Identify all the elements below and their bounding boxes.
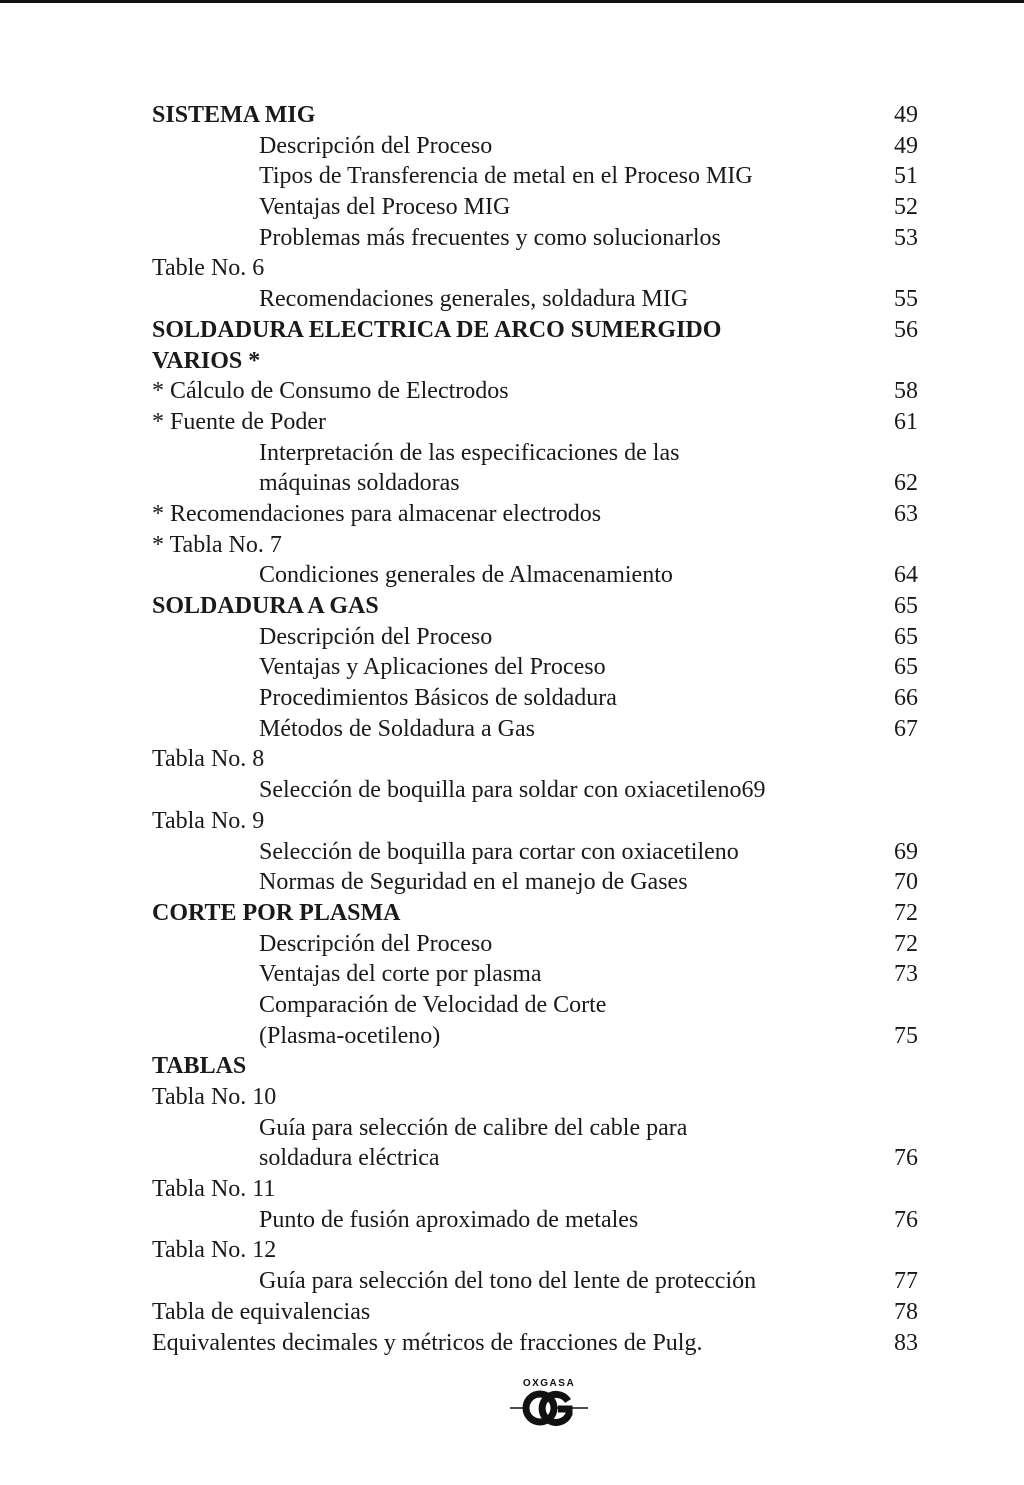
toc-entry-title: Equivalentes decimales y métricos de fracciones de Pulg. — [152, 1329, 703, 1356]
toc-entry-title: Selección de boquilla para soldar con oxiacetileno69 — [259, 777, 766, 804]
toc-entry-title: Comparación de Velocidad de Corte — [259, 991, 607, 1018]
toc-entry — [152, 1143, 918, 1174]
toc-entry-title: Descripción del Proceso — [259, 623, 493, 650]
toc-page-number: 72 — [894, 899, 918, 926]
toc-entry-title: SOLDADURA ELECTRICA DE ARCO SUMERGIDO — [152, 316, 722, 343]
toc-entry-title: Guía para selección del tono del lente de protección — [259, 1268, 757, 1295]
toc-section-heading — [152, 898, 918, 929]
toc-entry — [152, 744, 918, 775]
toc-entry-title: Table No. 6 — [152, 255, 265, 282]
toc-page-number: 56 — [894, 316, 918, 343]
toc-page-number: 51 — [894, 163, 918, 190]
brand-logo — [510, 1378, 588, 1428]
toc-entry-title: VARIOS * — [152, 347, 261, 374]
toc-page-number: 75 — [894, 1022, 918, 1049]
toc-entry-title: Interpretación de las especificaciones de las — [259, 439, 680, 466]
toc-page-number: 69 — [894, 838, 918, 865]
toc-section-heading — [152, 315, 918, 346]
toc-entry — [152, 1205, 918, 1236]
toc-page-number: 65 — [894, 593, 918, 619]
toc-entry-title: Condiciones generales de Almacenamiento — [259, 562, 673, 589]
toc-entry-title: SISTEMA MIG — [152, 102, 316, 128]
toc-entry — [152, 1082, 918, 1113]
toc-page-number: 76 — [894, 1206, 918, 1233]
toc-entry — [152, 407, 918, 438]
toc-page-number: 63 — [894, 500, 918, 527]
toc-entry-title: Descripción del Proceso — [259, 930, 493, 957]
toc-page-number: 49 — [894, 132, 918, 159]
toc-page-number: 55 — [894, 286, 918, 313]
toc-entry — [152, 929, 918, 960]
toc-page-number: 64 — [894, 562, 918, 589]
toc-entry — [152, 990, 918, 1021]
toc-entry — [152, 131, 918, 162]
table-of-contents — [152, 100, 918, 1358]
logo-brand-text: OXGASA — [522, 1378, 576, 1389]
toc-entry — [152, 1021, 918, 1052]
toc-page-number: 73 — [894, 961, 918, 988]
toc-entry — [152, 1113, 918, 1144]
toc-entry — [152, 1266, 918, 1297]
toc-entry-title: (Plasma-ocetileno) — [259, 1022, 441, 1049]
toc-entry-title: Tabla No. 12 — [152, 1237, 277, 1264]
toc-entry — [152, 468, 918, 499]
toc-entry-title: Procedimientos Básicos de soldadura — [259, 685, 617, 712]
toc-section-heading — [152, 346, 918, 377]
toc-entry — [152, 192, 918, 223]
toc-page-number: 49 — [894, 102, 918, 128]
toc-section-heading — [152, 1051, 918, 1082]
toc-entry-title: Ventajas del corte por plasma — [259, 961, 542, 988]
toc-entry-title: Ventajas del Proceso MIG — [259, 194, 511, 221]
toc-entry-title: CORTE POR PLASMA — [152, 899, 401, 926]
toc-page-number: 77 — [894, 1268, 918, 1295]
toc-entry — [152, 253, 918, 284]
toc-entry-title: Descripción del Proceso — [259, 132, 493, 159]
toc-page-number: 61 — [894, 408, 918, 435]
toc-entry-title: * Fuente de Poder — [152, 408, 326, 435]
toc-entry — [152, 775, 918, 806]
toc-entry-title: Tabla de equivalencias — [152, 1298, 371, 1325]
toc-page-number: 76 — [894, 1145, 918, 1172]
toc-entry-title: Tabla No. 8 — [152, 746, 265, 773]
top-border-rule — [0, 0, 1024, 3]
toc-entry — [152, 1297, 918, 1328]
toc-page-number: 52 — [894, 194, 918, 221]
toc-page-number: 78 — [894, 1298, 918, 1325]
toc-entry-title: * Recomendaciones para almacenar electrodos — [152, 500, 602, 527]
toc-page-number: 67 — [894, 715, 918, 742]
toc-page-number: 70 — [894, 869, 918, 896]
toc-entry — [152, 806, 918, 837]
toc-entry — [152, 223, 918, 254]
toc-entry — [152, 837, 918, 868]
toc-entry — [152, 867, 918, 898]
toc-entry-title: Tabla No. 9 — [152, 807, 265, 834]
toc-page-number: 72 — [894, 930, 918, 957]
toc-entry-title: TABLAS — [152, 1053, 247, 1080]
toc-entry-title: Selección de boquilla para cortar con oxiacetileno — [259, 838, 739, 865]
toc-entry — [152, 499, 918, 530]
toc-entry-title: Problemas más frecuentes y como solucionarlos — [259, 224, 721, 251]
toc-entry-title: Recomendaciones generales, soldadura MIG — [259, 286, 689, 313]
toc-entry — [152, 714, 918, 745]
toc-entry-title: soldadura eléctrica — [259, 1145, 440, 1172]
toc-entry — [152, 1235, 918, 1266]
toc-entry-title: Tabla No. 10 — [152, 1084, 277, 1110]
toc-entry-title: Métodos de Soldadura a Gas — [259, 715, 535, 742]
toc-entry — [152, 622, 918, 653]
toc-entry-title: Guía para selección de calibre del cable para — [259, 1114, 688, 1141]
toc-entry-title: * Cálculo de Consumo de Electrodos — [152, 378, 509, 405]
toc-entry-title: máquinas soldadoras — [259, 470, 460, 497]
toc-entry — [152, 161, 918, 192]
toc-entry — [152, 1328, 918, 1359]
toc-entry — [152, 683, 918, 714]
toc-entry-title: * Tabla No. 7 — [152, 531, 282, 558]
toc-entry-title: Ventajas y Aplicaciones del Proceso — [259, 654, 606, 681]
toc-page-number: 62 — [894, 470, 918, 497]
toc-entry — [152, 438, 918, 469]
toc-entry-title: Normas de Seguridad en el manejo de Gases — [259, 869, 688, 896]
toc-entry — [152, 560, 918, 591]
toc-entry — [152, 959, 918, 990]
toc-entry-title: Tipos de Transferencia de metal en el Proceso MIG — [259, 163, 753, 190]
toc-entry — [152, 1174, 918, 1205]
toc-entry — [152, 376, 918, 407]
toc-entry-title: SOLDADURA A GAS — [152, 593, 379, 619]
toc-section-heading — [152, 591, 918, 622]
toc-page-number: 58 — [894, 378, 918, 405]
toc-entry-title: Punto de fusión aproximado de metales — [259, 1206, 639, 1233]
toc-page-number: 66 — [894, 685, 918, 712]
toc-entry-title: Tabla No. 11 — [152, 1176, 276, 1203]
toc-entry — [152, 284, 918, 315]
toc-page-number: 53 — [894, 224, 918, 251]
toc-entry — [152, 652, 918, 683]
toc-page-number: 65 — [894, 654, 918, 681]
oxgasa-og-logo-icon — [510, 1390, 588, 1426]
toc-page-number: 65 — [894, 623, 918, 650]
toc-page-number: 83 — [894, 1329, 918, 1356]
toc-section-heading — [152, 100, 918, 131]
toc-entry — [152, 530, 918, 561]
